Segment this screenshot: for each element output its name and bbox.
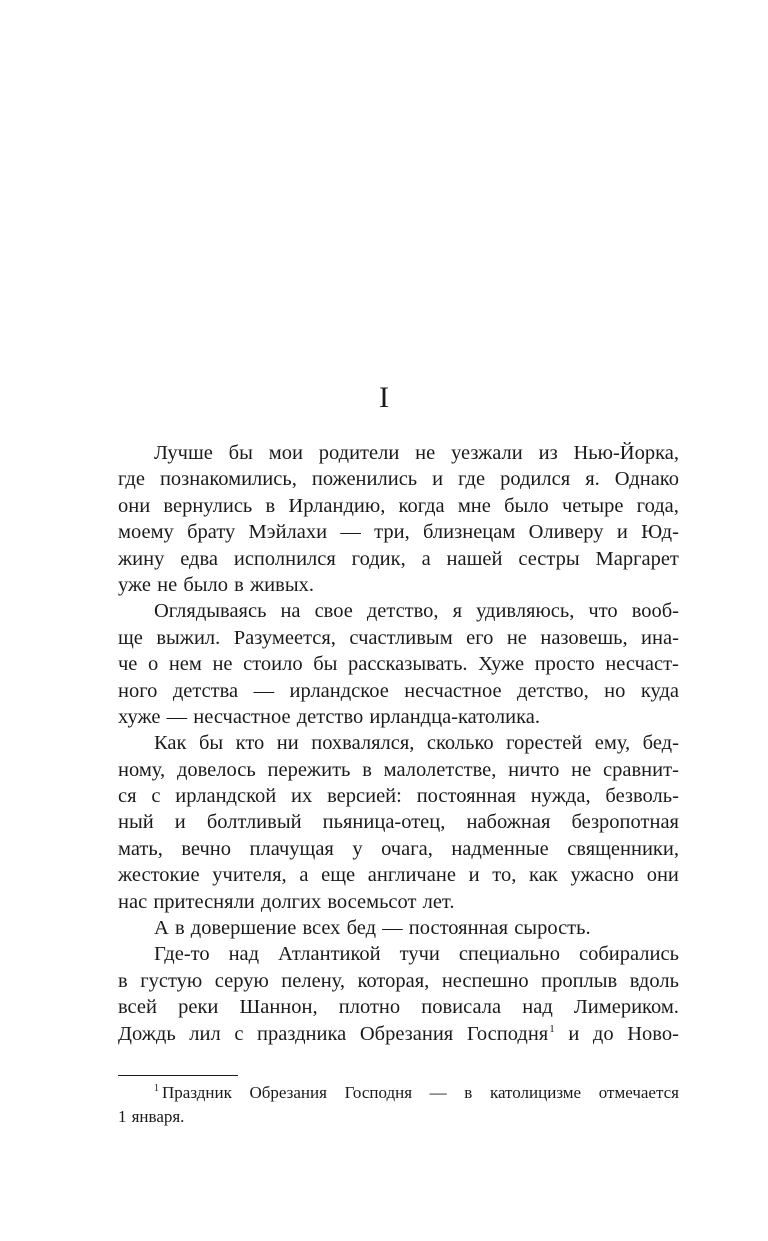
text-line bbox=[118, 915, 679, 941]
text-line bbox=[118, 809, 679, 835]
text-line bbox=[118, 862, 679, 888]
text-line bbox=[118, 889, 679, 915]
word: восемьсот bbox=[327, 890, 417, 913]
text-line bbox=[118, 968, 679, 994]
word: еще bbox=[321, 864, 356, 887]
footnote-line bbox=[118, 1105, 679, 1129]
word: уезжали bbox=[451, 442, 523, 464]
footnote-mark: 1 bbox=[154, 1083, 159, 1094]
word: детство bbox=[296, 705, 364, 728]
word: Нью-Йорка, bbox=[573, 442, 679, 464]
word: кто bbox=[235, 732, 265, 755]
word: специально bbox=[458, 943, 561, 966]
word: а bbox=[421, 547, 431, 570]
word: родился bbox=[500, 468, 571, 491]
word: несчастное bbox=[404, 679, 502, 702]
word: где bbox=[118, 468, 145, 491]
word: которая, bbox=[357, 969, 430, 992]
word: в bbox=[174, 917, 185, 940]
text-line bbox=[118, 625, 679, 651]
word: притесняли bbox=[153, 890, 255, 913]
word: вдоль bbox=[629, 969, 679, 992]
word: моему bbox=[118, 521, 174, 544]
word: версией: bbox=[327, 785, 402, 808]
word: счастливым bbox=[349, 626, 453, 649]
word: не bbox=[506, 626, 527, 649]
word: постоянная bbox=[408, 917, 509, 940]
word: Господня bbox=[344, 1083, 413, 1102]
word: то, bbox=[492, 864, 517, 887]
word: как bbox=[529, 864, 558, 887]
word: и bbox=[616, 521, 628, 544]
word: где bbox=[458, 468, 486, 491]
word: сколько bbox=[426, 732, 494, 755]
word: ному, bbox=[118, 758, 166, 781]
word: Оливеру bbox=[528, 521, 604, 544]
word: Оглядываясь bbox=[154, 600, 267, 623]
word: над bbox=[228, 943, 260, 966]
word: — bbox=[166, 705, 188, 728]
word: А bbox=[154, 917, 169, 940]
word: нас bbox=[118, 890, 148, 913]
word: его bbox=[466, 626, 494, 649]
word: бед bbox=[346, 917, 376, 940]
word: куда bbox=[640, 679, 679, 702]
word: мои bbox=[268, 442, 303, 464]
word: и bbox=[432, 468, 444, 491]
word: нем bbox=[168, 653, 202, 676]
word: учителя, bbox=[212, 864, 287, 887]
word: бы bbox=[228, 442, 253, 464]
footnote bbox=[118, 1081, 679, 1129]
word: безволь- bbox=[605, 785, 679, 808]
text-line bbox=[118, 440, 679, 466]
word: проплыв bbox=[541, 969, 618, 992]
text-line bbox=[118, 994, 679, 1020]
word: свое bbox=[314, 600, 353, 623]
footnote-line bbox=[118, 1081, 679, 1105]
word: хуже bbox=[118, 705, 161, 728]
word: ирландской bbox=[175, 785, 277, 808]
word: три, bbox=[374, 521, 410, 544]
word: надменные bbox=[451, 837, 549, 860]
body-text bbox=[118, 440, 679, 1047]
word: лил bbox=[189, 1022, 221, 1045]
word: бы bbox=[313, 653, 338, 676]
word: в bbox=[118, 969, 128, 992]
text-line bbox=[118, 1021, 679, 1047]
word: сравнит- bbox=[603, 758, 679, 781]
word: несчастное bbox=[193, 705, 291, 728]
word: в bbox=[464, 1083, 473, 1102]
text-line bbox=[118, 546, 679, 572]
word: не bbox=[415, 442, 436, 464]
word: поженились bbox=[311, 468, 418, 491]
text-line bbox=[118, 493, 679, 519]
word: ще bbox=[118, 626, 143, 649]
word: года, bbox=[636, 494, 679, 517]
word: они bbox=[118, 494, 151, 517]
word: их bbox=[291, 785, 313, 808]
text-line bbox=[118, 572, 679, 598]
word: ина- bbox=[641, 626, 679, 649]
word: ный bbox=[118, 811, 154, 834]
word: с bbox=[234, 1022, 244, 1045]
text-line bbox=[118, 941, 679, 967]
word: $^1$ Праздник bbox=[154, 1083, 232, 1102]
word: что bbox=[588, 600, 618, 623]
word: англичане bbox=[367, 864, 456, 887]
word: собирались bbox=[579, 943, 679, 966]
text-line bbox=[118, 519, 679, 545]
word: набожная bbox=[466, 811, 551, 834]
word: 1 bbox=[118, 1107, 127, 1126]
word: а bbox=[299, 864, 309, 887]
word: до bbox=[592, 1022, 614, 1045]
word: вооб- bbox=[631, 600, 679, 623]
word: я bbox=[452, 600, 463, 623]
word: реки bbox=[178, 996, 219, 1019]
word: вернулись bbox=[163, 494, 253, 517]
word: о bbox=[148, 653, 159, 676]
word: нашей bbox=[446, 547, 503, 570]
word: повисала bbox=[421, 996, 502, 1019]
footnote-divider bbox=[118, 1075, 238, 1076]
text-line bbox=[118, 730, 679, 756]
word: довершение bbox=[190, 917, 297, 940]
text-line bbox=[118, 678, 679, 704]
word: плачущая bbox=[249, 837, 334, 860]
word: жестокие bbox=[118, 864, 200, 887]
word: ему, bbox=[594, 732, 631, 755]
word: они bbox=[646, 864, 679, 887]
word: — bbox=[429, 1083, 447, 1102]
word: мне bbox=[457, 494, 491, 517]
word: детство, bbox=[516, 679, 589, 702]
word: Лимериком. bbox=[573, 996, 679, 1019]
word: Обрезания bbox=[249, 1083, 327, 1102]
word: над bbox=[522, 996, 553, 1019]
word: Атлантикой bbox=[278, 943, 381, 966]
word: безропотная bbox=[571, 811, 679, 834]
word: — bbox=[253, 679, 275, 702]
word: Обрезания bbox=[359, 1022, 454, 1045]
word: ирландское bbox=[289, 679, 389, 702]
word: в bbox=[362, 758, 372, 781]
word: плотно bbox=[338, 996, 401, 1019]
word: довелось bbox=[176, 758, 256, 781]
word: не bbox=[157, 573, 178, 596]
word: ничто bbox=[508, 758, 560, 781]
word: едва bbox=[180, 547, 218, 570]
word: — bbox=[382, 917, 403, 940]
word: тучи bbox=[399, 943, 440, 966]
word: ни bbox=[276, 732, 299, 755]
word: всей bbox=[118, 996, 157, 1019]
word: брату bbox=[187, 521, 236, 544]
word: было bbox=[504, 494, 549, 517]
word: из bbox=[538, 442, 558, 464]
text-line bbox=[118, 757, 679, 783]
word: Ново- bbox=[627, 1022, 679, 1045]
word: отмечается bbox=[598, 1083, 679, 1102]
word: пьяница-отец, bbox=[322, 811, 446, 834]
word: Однако bbox=[614, 468, 679, 491]
word: малолетстве, bbox=[383, 758, 497, 781]
word: детства bbox=[172, 679, 239, 702]
word: жину bbox=[118, 547, 165, 570]
word: сестры bbox=[518, 547, 580, 570]
word: пережить bbox=[267, 758, 351, 781]
word: с bbox=[151, 785, 161, 808]
word: праздника bbox=[257, 1022, 347, 1045]
word: пелену, bbox=[281, 969, 345, 992]
word: было bbox=[183, 573, 229, 596]
word: че bbox=[118, 653, 138, 676]
word: удивляюсь, bbox=[476, 600, 575, 623]
word: Юд- bbox=[641, 521, 679, 544]
word: — bbox=[340, 521, 361, 544]
word: не bbox=[571, 758, 592, 781]
word: близнецам bbox=[423, 521, 516, 544]
word: и bbox=[468, 864, 480, 887]
word: в bbox=[265, 494, 276, 517]
word: ся bbox=[118, 785, 137, 808]
word: но bbox=[604, 679, 626, 702]
word: нужда, bbox=[530, 785, 591, 808]
word: родители bbox=[318, 442, 400, 464]
word: бы bbox=[198, 732, 224, 755]
word: исполнился bbox=[233, 547, 336, 570]
word: когда bbox=[398, 494, 445, 517]
word: просто bbox=[534, 653, 595, 676]
word: познакомились, bbox=[159, 468, 297, 491]
word: неспешно bbox=[441, 969, 529, 992]
word: у bbox=[352, 837, 363, 860]
word: и bbox=[568, 1022, 580, 1045]
word: священники, bbox=[567, 837, 679, 860]
text-line bbox=[118, 704, 679, 730]
word: Шаннон, bbox=[239, 996, 318, 1019]
word: Лучше bbox=[154, 442, 213, 464]
text-line bbox=[118, 651, 679, 677]
word: рассказывать. bbox=[347, 653, 468, 676]
word: уже bbox=[118, 573, 151, 596]
chapter-heading: I bbox=[379, 381, 389, 414]
word: ного bbox=[118, 679, 158, 702]
word: Где-то bbox=[154, 943, 210, 966]
word: четыре bbox=[561, 494, 624, 517]
text-line bbox=[118, 598, 679, 624]
word: Как bbox=[154, 732, 187, 755]
word: мать, bbox=[118, 837, 163, 860]
word: Господня$^1$ bbox=[466, 1022, 555, 1045]
word: сырость. bbox=[514, 917, 591, 940]
word: Мэйлахи bbox=[248, 521, 328, 544]
word: всех bbox=[302, 917, 341, 940]
word: назовешь, bbox=[540, 626, 628, 649]
word: горестей bbox=[506, 732, 583, 755]
word: болтливый bbox=[206, 811, 302, 834]
text-line bbox=[118, 783, 679, 809]
word: бед- bbox=[642, 732, 679, 755]
word: ужасно bbox=[570, 864, 635, 887]
word: Дождь bbox=[118, 1022, 176, 1045]
word: Хуже bbox=[478, 653, 525, 676]
word: детство, bbox=[366, 600, 439, 623]
word: серую bbox=[214, 969, 269, 992]
word: живых. bbox=[250, 573, 314, 596]
word: долгих bbox=[260, 890, 322, 913]
word: вечно bbox=[181, 837, 232, 860]
word: стоило bbox=[243, 653, 303, 676]
text-line bbox=[118, 466, 679, 492]
word: годик, bbox=[351, 547, 406, 570]
word: января. bbox=[131, 1107, 185, 1126]
word: лет. bbox=[422, 890, 455, 913]
word: не bbox=[212, 653, 233, 676]
word: на bbox=[280, 600, 301, 623]
word: католицизме bbox=[489, 1083, 582, 1102]
word: выжил. bbox=[156, 626, 221, 649]
word: я. bbox=[585, 468, 600, 491]
footnote-reference: 1 bbox=[549, 1022, 555, 1035]
word: и bbox=[174, 811, 186, 834]
word: ирландца-католика. bbox=[369, 705, 540, 728]
word: густую bbox=[140, 969, 203, 992]
word: очага, bbox=[381, 837, 433, 860]
word: несчаст- bbox=[605, 653, 679, 676]
word: постоянная bbox=[416, 785, 516, 808]
text-line bbox=[118, 836, 679, 862]
word: Ирландию, bbox=[288, 494, 386, 517]
word: в bbox=[234, 573, 244, 596]
word: Разумеется, bbox=[233, 626, 336, 649]
word: похвалялся, bbox=[311, 732, 415, 755]
word: Маргарет bbox=[595, 547, 679, 570]
